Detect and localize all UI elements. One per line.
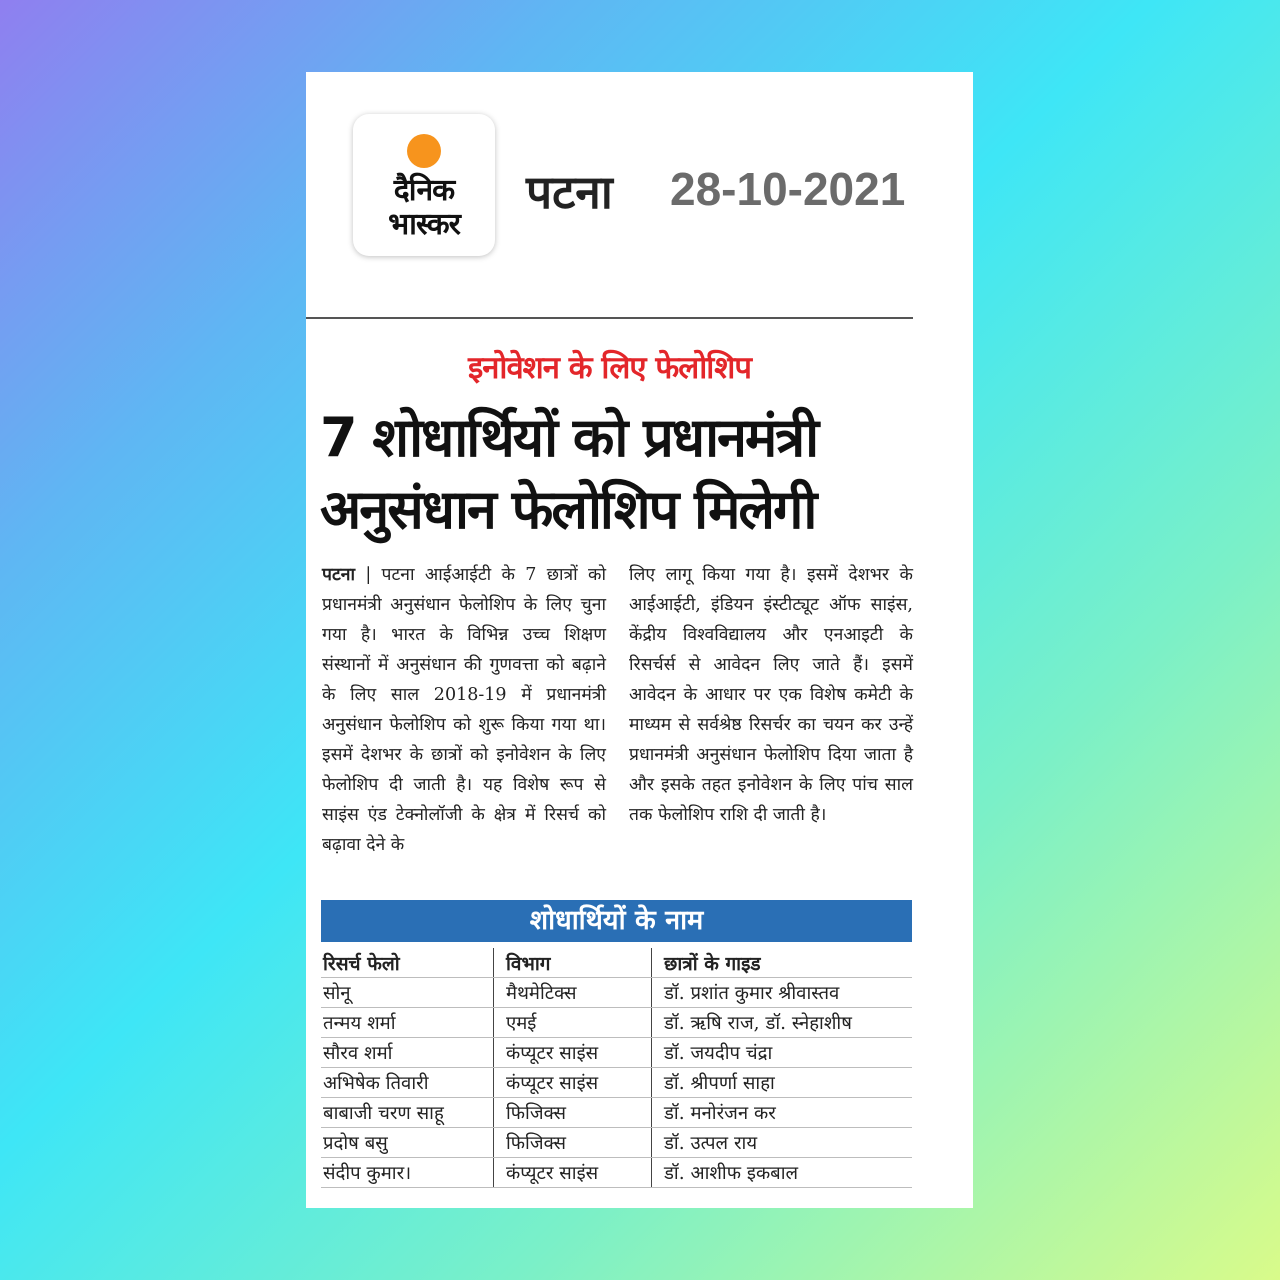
column-header: विभाग <box>494 948 652 978</box>
article-headline <box>320 402 920 546</box>
dateline: पटना <box>322 565 356 585</box>
fellow-name: सौरव शर्मा <box>321 1038 494 1068</box>
divider <box>306 317 913 319</box>
fellow-name: प्रदोष बसु <box>321 1128 494 1158</box>
headline-line2: अनुसंधान फेलोशिप मिलेगी <box>320 478 816 541</box>
dainik-bhaskar-logo <box>353 114 495 256</box>
department: फिजिक्स <box>494 1128 652 1158</box>
sun-icon <box>407 134 441 168</box>
table-row <box>321 1098 912 1128</box>
table-row <box>321 1128 912 1158</box>
department: मैथमेटिक्स <box>494 978 652 1008</box>
article-kicker: इनोवेशन के लिए फेलोशिप <box>467 350 751 386</box>
body-left-text: पटना आईआईटी के 7 छात्रों को प्रधानमंत्री अनुसंधान फेलोशिप के लिए चुना गया है। भारत के विभिन्न उच्च शिक्षण संस्थानों में अनुसंधान की गुणवत्ता को बढ़ाने के लिए साल 2018-19 में प्रधानमंत्री अनुसंधान फेलोशिप को शुरू किया गया था। इसमें देशभर के छात्रों को इनोवेशन के लिए फेलोशिप दी जाती है। यह विशेष रूप से साइंस एंड टेक्नोलॉजी के क्षेत्र में रिसर्च को बढ़ावा देने के <box>322 565 606 855</box>
guide-name: डॉ. प्रशांत कुमार श्रीवास्तव <box>652 978 913 1008</box>
fellows-table <box>321 948 912 1188</box>
department: कंप्यूटर साइंस <box>494 1068 652 1098</box>
department: फिजिक्स <box>494 1098 652 1128</box>
table-row <box>321 1008 912 1038</box>
article-body-left: पटना | पटना आईआईटी के 7 छात्रों को प्रधानमंत्री अनुसंधान फेलोशिप के लिए चुना गया है। भारत के विभिन्न उच्च शिक्षण संस्थानों में अनुसंधान की गुणवत्ता को बढ़ाने के लिए साल 2018-19 में प्रधानमंत्री अनुसंधान फेलोशिप को शुरू किया गया था। इसमें देशभर के छात्रों को इनोवेशन के लिए फेलोशिप दी जाती है। यह विशेष रूप से साइंस एंड टेक्नोलॉजी के क्षेत्र में रिसर्च को बढ़ावा देने के <box>322 565 606 855</box>
table-title: शोधार्थियों के नाम <box>321 900 912 942</box>
table-header-row <box>321 948 912 978</box>
headline-line1: 7 शोधार्थियों को प्रधानमंत्री <box>320 406 818 469</box>
logo-text-line2: भास्कर <box>388 207 460 242</box>
fellow-name: तन्मय शर्मा <box>321 1008 494 1038</box>
fellow-name: बाबाजी चरण साहू <box>321 1098 494 1128</box>
newspaper-clipping <box>306 72 973 1208</box>
guide-name: डॉ. उत्पल राय <box>652 1128 913 1158</box>
table-row <box>321 1068 912 1098</box>
table-row <box>321 1038 912 1068</box>
fellow-name: संदीप कुमार। <box>321 1158 494 1188</box>
fellow-name: सोनू <box>321 978 494 1008</box>
guide-name: डॉ. आशीफ इकबाल <box>652 1158 913 1188</box>
fellow-name: अभिषेक तिवारी <box>321 1068 494 1098</box>
guide-name: डॉ. ऋषि राज, डॉ. स्नेहाशीष <box>652 1008 913 1038</box>
guide-name: डॉ. श्रीपर्णा साहा <box>652 1068 913 1098</box>
article-body-right: लिए लागू किया गया है। इसमें देशभर के आईआईटी, इंडियन इंस्टीट्यूट ऑफ साइंस, केंद्रीय विश्वविद्यालय और एनआइटी के रिसर्चर्स से आवेदन लिए जाते हैं। इसमें आवेदन के आधार पर एक विशेष कमेटी के माध्यम से सर्वश्रेष्ठ रिसर्चर का चयन कर उन्हें प्रधानमंत्री अनुसंधान फेलोशिप दिया जाता है और इसके तहत इनोवेशन के लिए पांच साल तक फेलोशिप राशि दी जाती है। <box>629 565 913 825</box>
city-name: पटना <box>526 165 613 219</box>
column-header: छात्रों के गाइड <box>652 948 913 978</box>
table-row <box>321 1158 912 1188</box>
guide-name: डॉ. जयदीप चंद्रा <box>652 1038 913 1068</box>
publication-date: 28-10-2021 <box>670 163 906 215</box>
guide-name: डॉ. मनोरंजन कर <box>652 1098 913 1128</box>
department: एमई <box>494 1008 652 1038</box>
logo-text-line1: दैनिक <box>393 173 455 208</box>
table-row <box>321 978 912 1008</box>
column-header: रिसर्च फेलो <box>321 948 494 978</box>
department: कंप्यूटर साइंस <box>494 1158 652 1188</box>
department: कंप्यूटर साइंस <box>494 1038 652 1068</box>
